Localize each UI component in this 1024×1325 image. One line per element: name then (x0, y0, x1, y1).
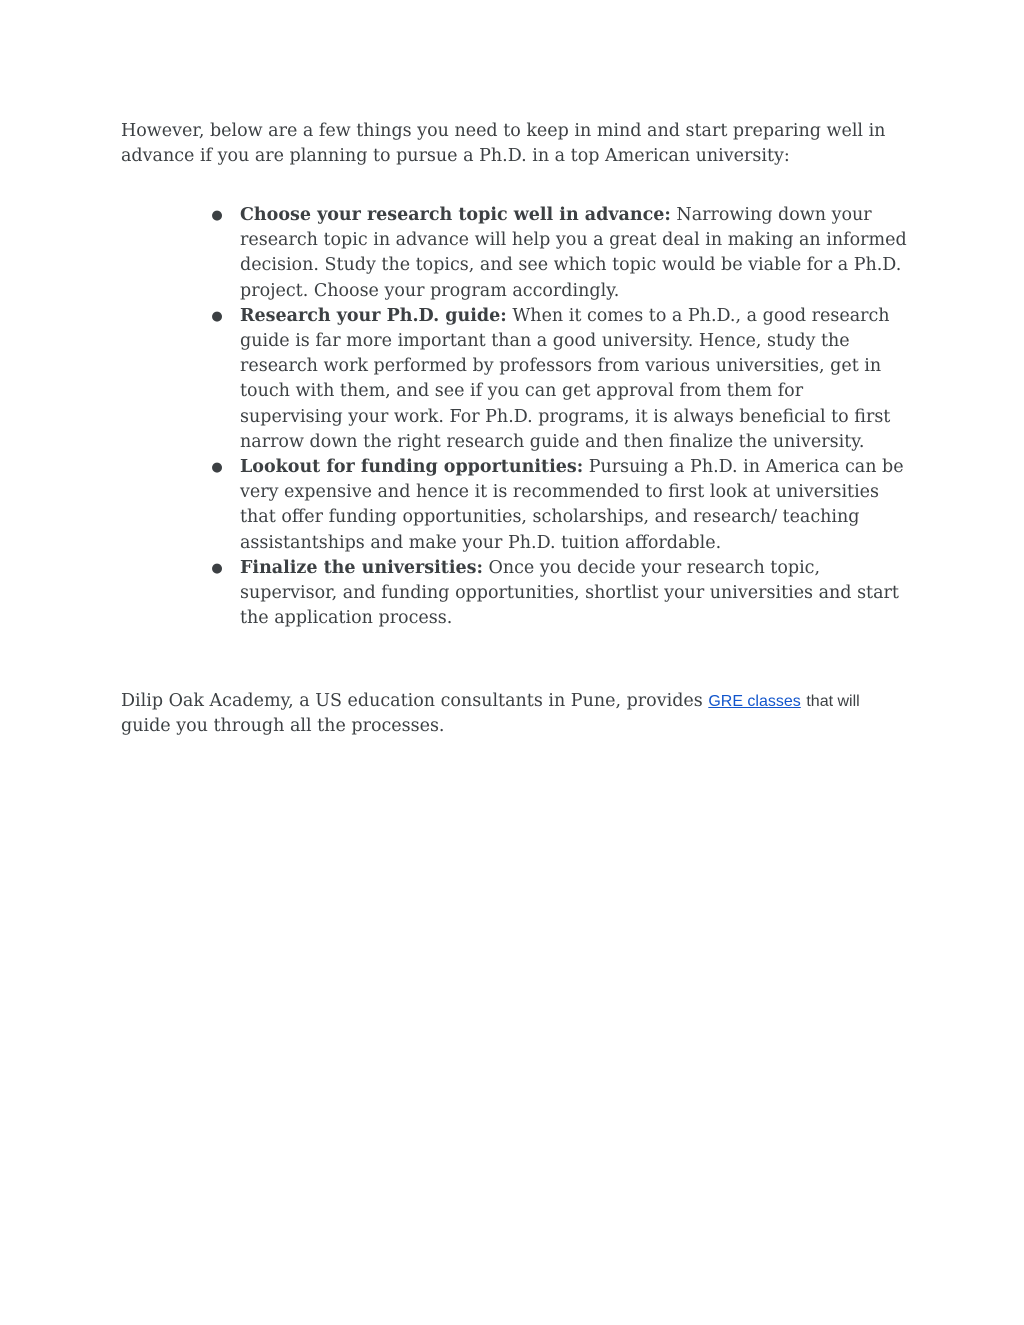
list-item (211, 203, 908, 304)
closing-paragraph (121, 689, 911, 739)
bullet-icon: ● (211, 208, 223, 223)
list-item (211, 304, 908, 455)
closing-text-start: Dilip Oak Academy, a US education consultants in Pune, provides (121, 691, 703, 711)
gre-classes-link[interactable]: GRE classes (708, 693, 801, 710)
closing-text-middle: that will (806, 693, 860, 710)
list-item-text: Once you decide your research topic, supervisor, and funding opportunities, shortlist your universities and start the application process. (240, 557, 899, 629)
list-item-text: When it comes to a Ph.D., a good research guide is far more important than a good university. Hence, study the research work performed by professors from various universities, get in touch with them, and see if you can get approval from them for supervising your work. For Ph.D. programs, it is always beneficial to first narrow down the right research guide and then finalize the university. (240, 305, 891, 452)
list-item-heading: Choose your research topic well in advance: (240, 205, 671, 225)
list-item (211, 455, 908, 556)
bullet-icon: ● (211, 460, 223, 476)
list-item-text: Pursuing a Ph.D. in America can be very expensive and hence it is recommended to first look at universities that offer funding opportunities, scholarships, and research/ teaching assistantships and make your Ph.D. tuition affordable. (240, 457, 904, 553)
bullet-icon: ● (211, 560, 223, 576)
tips-list (211, 203, 908, 631)
list-item-heading: Lookout for funding opportunities: (240, 457, 584, 478)
list-item-heading: Finalize the universities: (240, 557, 483, 578)
intro-paragraph: However, below are a few things you need to keep in mind and start preparing well in advance if you are planning to pursue a Ph.D. in a top American university: (121, 121, 886, 167)
closing-text-end: guide you through all the processes. (121, 716, 445, 737)
bullet-icon: ● (211, 308, 223, 324)
list-item-text: Narrowing down your research topic in advance will help you a great deal in making an informed decision. Study the topics, and see which topic would be viable for a Ph.D. project. Choose your program accordingly. (240, 205, 907, 301)
list-item (211, 556, 908, 632)
list-item-heading: Research your Ph.D. guide: (240, 305, 507, 326)
